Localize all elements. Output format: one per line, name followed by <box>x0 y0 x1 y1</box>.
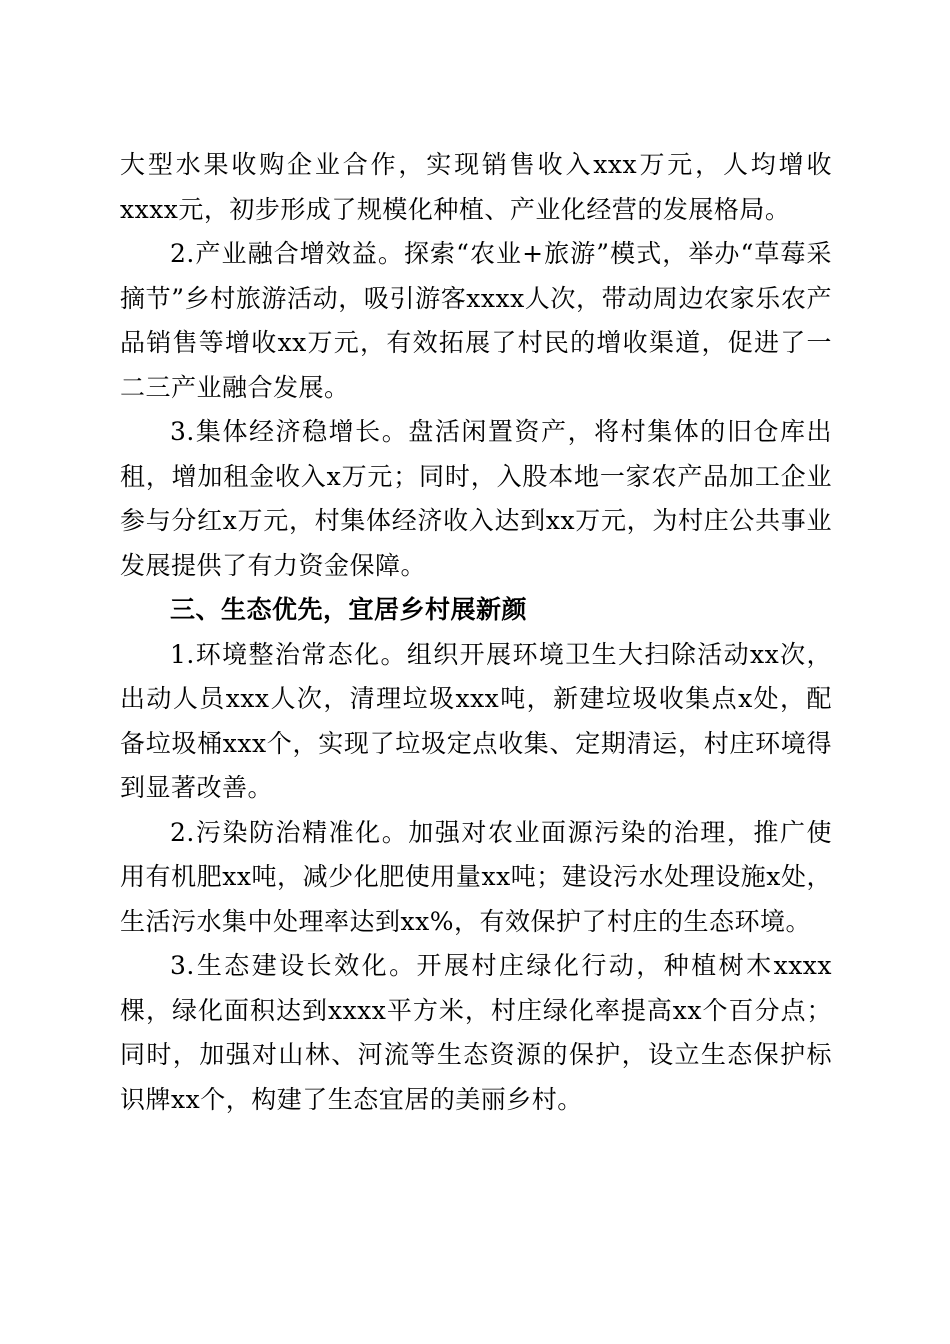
section-heading-ecology: 三、生态优先，宜居乡村展新颜 <box>170 595 528 624</box>
paragraph-collective-economy: 3.集体经济稳增长。盘活闲置资产，将村集体的旧仓库出租，增加租金收入x万元；同时，入股本地一家农产品加工企业参与分红x万元，村集体经济收入达到xx万元，为村庄公共事业发展提供了有力资金保障。 <box>120 417 832 580</box>
paragraph-industry-fusion: 2.产业融合增效益。探索“农业+旅游”模式，举办“草莓采摘节”乡村旅游活动，吸引游客xxxx人次，带动周边农家乐农产品销售等增收xx万元，有效拓展了村民的增收渠道，促进了一二三产业融合发展。 <box>120 239 832 402</box>
paragraph-ecology: 3.生态建设长效化。开展村庄绿化行动，种植树木xxxx棵，绿化面积达到xxxx平方米，村庄绿化率提高xx个百分点；同时，加强对山林、河流等生态资源的保护，设立生态保护标识牌xx个，构建了生态宜居的美丽乡村。 <box>120 951 832 1114</box>
paragraph-continuation: 大型水果收购企业合作，实现销售收入xxx万元，人均增收xxxx元，初步形成了规模化种植、产业化经营的发展格局。 <box>120 150 832 224</box>
paragraph-pollution: 2.污染防治精准化。加强对农业面源污染的治理，推广使用有机肥xx吨，减少化肥使用量xx吨；建设污水处理设施x处，生活污水集中处理率达到xx%，有效保护了村庄的生态环境。 <box>120 817 832 936</box>
document-body <box>120 143 832 1122</box>
paragraph-environment: 1.环境整治常态化。组织开展环境卫生大扫除活动xx次，出动人员xxx人次，清理垃圾xxx吨，新建垃圾收集点x处，配备垃圾桶xxx个，实现了垃圾定点收集、定期清运，村庄环境得到显著改善。 <box>120 639 832 802</box>
